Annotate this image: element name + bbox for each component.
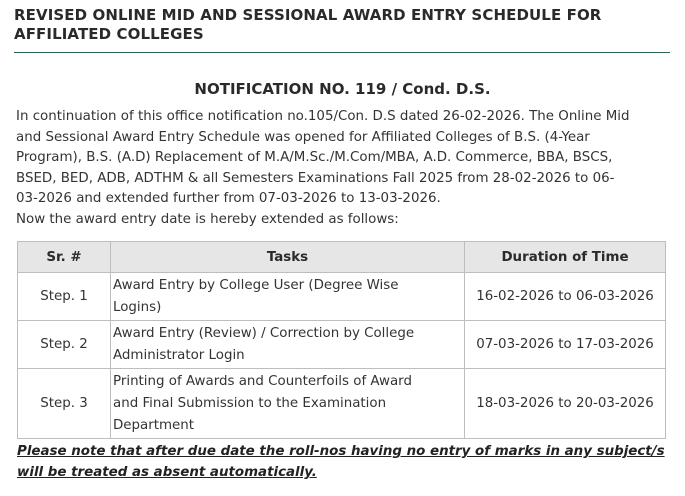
duration-cell: 07-03-2026 to 17-03-2026 [465,321,666,369]
task-line: Department [113,417,195,433]
duration-cell: 18-03-2026 to 20-03-2026 [465,369,666,439]
table-row [18,273,666,321]
notification-number: NOTIFICATION NO. 119 / Cond. D.S. [194,80,491,98]
body-line-5: 03-2026 and extended further from 07-03-2026 to 13-03-2026. [16,191,441,206]
step-cell: Step. 1 [18,273,111,321]
task-cell [111,321,465,369]
task-line: Award Entry by College User (Degree Wise [113,277,399,293]
page-title [14,6,654,44]
body-line-6: Now the award entry date is hereby extended as follows: [16,211,399,227]
important-note [17,441,672,483]
step-cell: Step. 3 [18,369,111,439]
title-line-1: REVISED ONLINE MID AND SESSIONAL AWARD ENTRY SCHEDULE FOR [14,6,602,24]
task-cell [111,273,465,321]
duration-cell: 16-02-2026 to 06-03-2026 [465,273,666,321]
header-sr: Sr. # [18,242,111,273]
schedule-table [17,241,666,439]
task-line: Administrator Login [113,347,245,363]
body-line-4: BSED, BED, ADB, ADTHM & all Semesters Examinations Fall 2025 from 28-02-2026 to 06- [16,170,615,186]
body-line-1: In continuation of this office notification no.105/Con. D.S dated 26-02-2026. The Online Mid [16,109,630,124]
title-line-2: AFFILIATED COLLEGES [14,25,204,43]
table-row [18,321,666,369]
task-cell [111,369,465,439]
table-row [18,369,666,439]
body-line-3: Program), B.S. (A.D) Replacement of M.A/M.Sc./M.Com/MBA, A.D. Commerce, BBA, BSCS, [16,150,613,165]
task-line: Logins) [113,299,162,315]
header-duration: Duration of Time [465,242,666,273]
body-line-2: and Sessional Award Entry Schedule was opened for Affiliated Colleges of B.S. (4-Year [16,129,590,145]
title-divider [14,52,670,53]
note-line-2: will be treated as absent automatically. [17,465,317,480]
notification-body [16,107,669,230]
task-line: Award Entry (Review) / Correction by College [113,325,415,341]
step-cell: Step. 2 [18,321,111,369]
header-tasks: Tasks [111,242,465,273]
table-header-row [18,242,666,273]
task-line: Printing of Awards and Counterfoils of Award [113,373,412,389]
note-line-1: Please note that after due date the roll-nos having no entry of marks in any subject/s [17,444,665,459]
task-line: and Final Submission to the Examination [113,395,387,411]
